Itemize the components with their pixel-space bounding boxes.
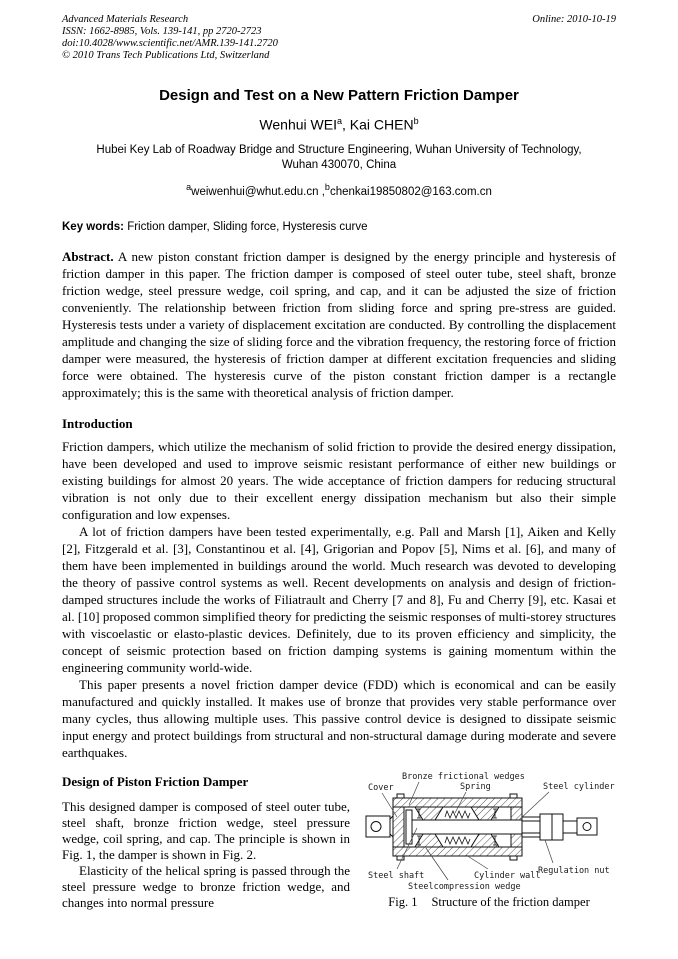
online-date: Online: 2010-10-19: [532, 14, 616, 25]
design-paragraph-2: Elasticity of the helical spring is passed through the steel pressure wedge to bronze friction wedge, and changes into normal pressure: [62, 863, 350, 911]
keywords-line: [62, 220, 616, 234]
author-2: , Kai CHEN: [341, 116, 414, 133]
label-regulation-nut: Regulation nut: [538, 866, 610, 877]
authors-line: [62, 112, 616, 134]
author-1-affiliation-mark: a: [336, 116, 342, 126]
design-section: [62, 768, 616, 911]
email-2: chenkai19850802@163.com.cn: [329, 185, 492, 198]
design-paragraph-1: This designed damper is composed of steel outer tube, steel shaft, bronze friction wedge, steel pressure wedge, coil spring, and cap. The principle is shown in Fig. 1, the damper is shown in Fig. 2.: [62, 799, 350, 863]
label-spring: Spring: [460, 782, 491, 793]
keywords-text: Friction damper, Sliding force, Hysteresis curve: [127, 221, 368, 234]
journal-header: [62, 14, 616, 62]
introduction-paragraph-1: Friction dampers, which utilize the mechanism of solid friction to provide the desired energy dissipation, have been developed and used to improve seismic resistant performance of either new buildings or existing buildings for almost 20 years. The wide acceptance of friction dampers for reducing structural vibration is not only due to their excellent energy dissipation mechanism but also their simple configuration and low expenses.: [62, 439, 616, 523]
section-heading-design: Design of Piston Friction Damper: [62, 774, 249, 790]
email-1-mark: a: [186, 181, 192, 192]
cover-plate: [406, 810, 412, 844]
keywords-label: Key words:: [62, 221, 124, 234]
affiliation-line-1: Hubei Key Lab of Roadway Bridge and Structure Engineering, Wuhan University of Technology,: [96, 143, 582, 156]
journal-issn: ISSN: 1662-8985, Vols. 139-141, pp 2720-2723: [62, 26, 262, 37]
paper-title: Design and Test on a New Pattern Friction Damper: [159, 87, 519, 104]
design-text-column: [62, 768, 350, 911]
label-steel-shaft: Steel shaft: [368, 871, 425, 882]
label-cover: Cover: [368, 783, 394, 794]
section-heading-introduction: Introduction: [62, 416, 133, 432]
emails-line: [62, 180, 616, 199]
author-1: Wenhui WEI: [259, 116, 337, 133]
journal-copyright: © 2010 Trans Tech Publications Ltd, Switzerland: [62, 50, 270, 61]
right-rod-assembly: [522, 814, 597, 840]
label-cylinder-wall: Cylinder wall: [474, 871, 541, 882]
figure-1-caption-text: Structure of the friction damper: [431, 895, 590, 910]
steel-shaft-bar: [412, 820, 522, 834]
abstract-label: Abstract.: [62, 249, 114, 265]
affiliation-line-2: Wuhan 430070, China: [281, 158, 397, 171]
abstract-text: A new piston constant friction damper is designed by the energy principle and hysteresis of friction damper in this paper. The friction damper is composed of steel outer tube, steel shaft, bronze friction wedge, steel pressure wedge, coil spring, and cap, and it can be adjusted the size of friction conveniently. The relationship between friction from sliding force and spring pre-stress are guided. Hysteresis tests under a variety of displacement excitation are conducted. By controlling the displacement amplitude and changing the size of sliding force and the vibration frequency, the restoring force of friction damper were measured, the hysteresis of friction damper at different excitation frequencies and sliding force were obtained. The hysteresis curve of the piston constant friction damper is a rectangle approximately; this is the same with theoretical analysis of friction damper.: [62, 249, 616, 401]
affiliation: [62, 143, 616, 173]
label-steel-cylinder: Steel cylinder: [543, 782, 615, 793]
email-1: weiwenhui@whut.edu.cn ,: [191, 185, 325, 198]
left-eye-end: [366, 812, 397, 841]
introduction-paragraph-2: A lot of friction dampers have been tested experimentally, e.g. Pall and Marsh [1], Aiken and Kelly [2], Fitzgerald et al. [3], Constantinou et al. [4], Grigorian and Popov [5], Nims et al. [6], and many of them have been implemented in buildings around the world. Much research was devoted to developing the theory of passive control systems as well. Recent developments on analysis and design of friction-damped structures include the works of Filiatrault and Cherry [7 and 8], Fu and Cherry [9], etc. Kasai et al. [10] proposed common simplified theory for predicting the seismic responses of multi-storey structures with viscoelastic or elasto-plastic devices. Definitely, due to its proven efficiency and simplicity, the concept of seismic protection based on friction damping systems is gaining momentum within the engineering community world-wide.: [62, 524, 616, 676]
figure-1-caption: [362, 895, 616, 910]
figure-1: [362, 768, 616, 910]
abstract-paragraph: [62, 248, 616, 401]
email-2-mark: b: [324, 181, 330, 192]
author-2-affiliation-mark: b: [413, 116, 419, 126]
introduction-paragraph-3: This paper presents a novel friction damper device (FDD) which is economical and can be easily manufactured and quickly installed. It makes use of bronze that provides very stable performance over many cycles, thus allowing multiple uses. This passive control device is designed to dissipate seismic input energy and protect buildings from structural and non-structural damage during moderate and severe earthquakes.: [62, 677, 616, 761]
figure-1-number: Fig. 1: [388, 895, 418, 910]
friction-damper-drawing: [362, 768, 616, 894]
right-eye-end: [577, 818, 597, 835]
label-bronze-wedges: Bronze frictional wedges: [402, 772, 525, 783]
journal-info: [62, 14, 278, 62]
journal-name: Advanced Materials Research: [62, 14, 189, 25]
label-compression-wedge: Steelcompression wedge: [408, 882, 521, 893]
journal-doi: doi:10.4028/www.scientific.net/AMR.139-141.2720: [62, 38, 278, 49]
